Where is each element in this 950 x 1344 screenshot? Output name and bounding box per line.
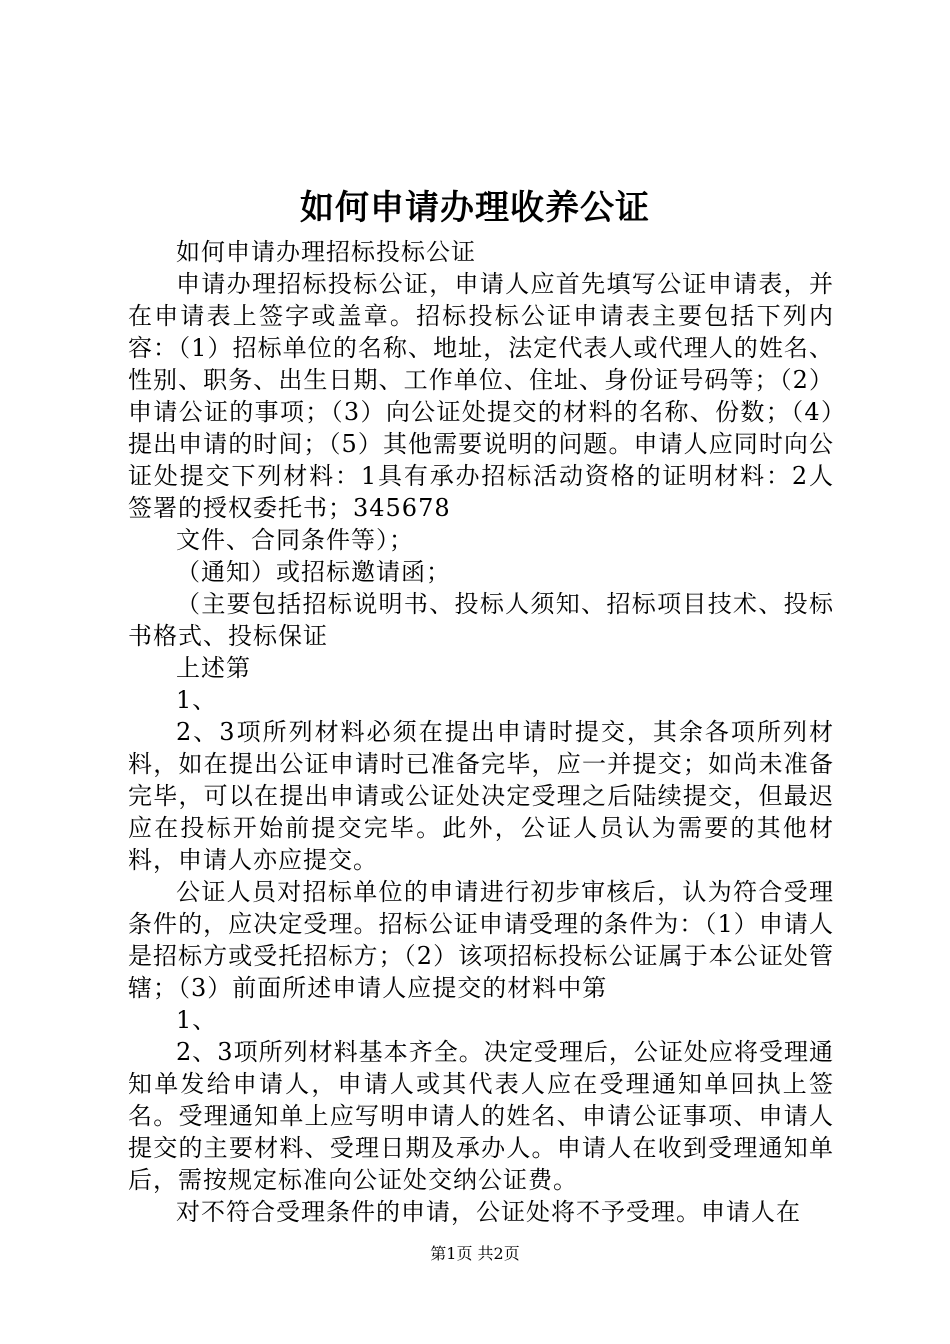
body-paragraph: 上述第 (176, 654, 251, 682)
body-paragraph: 对不符合受理条件的申请，公证处将不予受理。申请人在 (176, 1198, 801, 1226)
body-paragraph: （通知）或招标邀请函； (176, 558, 451, 586)
body-paragraph: （主要包括招标说明书、投标人须知、招标项目技术、投标书格式、投标保证 (128, 590, 834, 650)
document-title: 如何申请办理收养公证 (300, 188, 650, 228)
body-paragraph: 文件、合同条件等）； (176, 526, 414, 554)
page-footer: 第1页 共2页 (430, 1244, 520, 1263)
body-paragraph: 如何申请办理招标投标公证 (176, 238, 476, 266)
document-body (128, 236, 834, 1228)
body-paragraph: 2、3项所列材料必须在提出申请时提交，其余各项所列材料，如在提出公证申请时已准备完毕，应一并提交；如尚未准备完毕，可以在提出申请或公证处决定受理之后陆续提交，但最迟应在投标开始前提交完毕。此外，公证人员认为需要的其他材料，申请人亦应提交。 (128, 718, 834, 874)
body-paragraph: 公证人员对招标单位的申请进行初步审核后，认为符合受理条件的，应决定受理。招标公证申请受理的条件为：（1）申请人是招标方或受托招标方；（2）该项招标投标公证属于本公证处管辖；（3）前面所述申请人应提交的材料中第 (128, 878, 834, 1002)
body-paragraph: 1、 (176, 686, 218, 714)
body-paragraph: 2、3项所列材料基本齐全。决定受理后，公证处应将受理通知单发给申请人，申请人或其代表人应在受理通知单回执上签名。受理通知单上应写明申请人的姓名、申请公证事项、申请人提交的主要材料、受理日期及承办人。申请人在收到受理通知单后，需按规定标准向公证处交纳公证费。 (128, 1038, 834, 1194)
body-paragraph: 1、 (176, 1006, 218, 1034)
body-paragraph: 申请办理招标投标公证，申请人应首先填写公证申请表，并在申请表上签字或盖章。招标投标公证申请表主要包括下列内容：（1）招标单位的名称、地址，法定代表人或代理人的姓名、性别、职务、出生日期、工作单位、住址、身份证号码等；（2）申请公证的事项；（3）向公证处提交的材料的名称、份数；（4）提出申请的时间；（5）其他需要说明的问题。申请人应同时向公证处提交下列材料：1具有承办招标活动资格的证明材料：2人签署的授权委托书；345678 (128, 270, 834, 522)
